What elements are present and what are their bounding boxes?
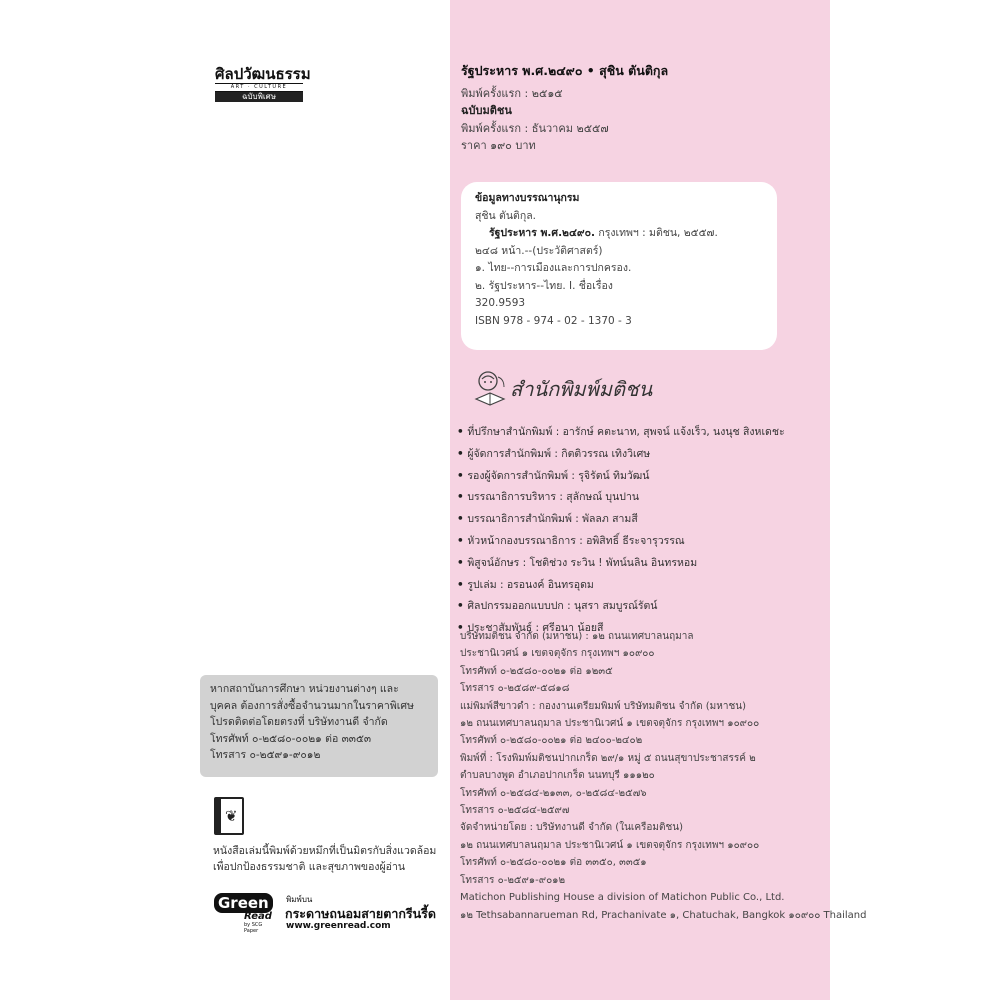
contact-line: โทรสาร ๐-๒๕๘๔-๒๕๙๗ xyxy=(460,805,570,817)
logo-sub-text: ART · CULTURE xyxy=(215,83,303,92)
bulk-order-notice xyxy=(200,675,438,777)
contact-line: ๑๒ ถนนเทศบาลนฤมาล ประชานิเวศน์ ๑ เขตจตุจักร กรุงเทพฯ ๑๐๙๐๐ xyxy=(460,839,760,851)
catalog-heading: ข้อมูลทางบรรณานุกรม xyxy=(475,192,580,204)
green-read-read: Read xyxy=(244,911,272,922)
contact-line: ๑๒ Tethsabannarueman Rd, Prachanivate ๑, Chatuchak, Bangkok ๑๐๙๐๐ Thailand xyxy=(460,909,867,921)
matichon-publisher-logo xyxy=(470,367,690,415)
eco-text-line: หนังสือเล่มนี้พิมพ์ด้วยหมึกที่เป็นมิตรกับสิ่งแวดล้อม xyxy=(213,845,437,857)
contact-line: โทรศัพท์ ๐-๒๕๘๐-๐๐๒๑ ต่อ ๓๓๕๐, ๓๓๕๑ xyxy=(460,857,647,869)
staff-item: • รูปเล่ม : อรอนงค์ อินทรอุดม xyxy=(457,578,594,591)
notice-line: บุคคล ต้องการสั่งซื้อจำนวนมากในราคาพิเศษ xyxy=(210,699,414,712)
logo-band-text: ฉบับพิเศษ xyxy=(215,92,303,102)
catalog-imprint: กรุงเทพฯ : มติชน, ๒๕๕๗. xyxy=(595,227,718,239)
book-info xyxy=(461,62,668,155)
catalog-pages: ๒๔๘ หน้า.--(ประวัติศาสตร์) xyxy=(475,244,603,257)
cataloging-data-box xyxy=(461,182,777,350)
staff-item: • ประชาสัมพันธ์ : ศรีอนา น้อยสี xyxy=(457,622,604,635)
staff-item: • บรรณาธิการบริหาร : สุลักษณ์ บุนปาน xyxy=(457,491,640,504)
contact-line: โทรสาร ๐-๒๕๘๙-๕๘๑๘ xyxy=(460,683,570,695)
staff-item: • บรรณาธิการสำนักพิมพ์ : พัลลภ สามสี xyxy=(457,513,638,526)
contact-line: โทรสาร ๐-๒๕๙๑-๙๐๑๒ xyxy=(460,874,566,886)
contact-line: พิมพ์ที่ : โรงพิมพ์มติชนปากเกร็ด ๒๙/๑ หมู่ ๕ ถนนสุขาประชาสรรค์ ๒ xyxy=(460,752,756,764)
contact-line: จัดจำหน่ายโดย : บริษัทงานดี จำกัด (ในเครือมติชน) xyxy=(460,822,684,834)
contact-line: แม่พิมพ์สีขาวดำ : กองงานเตรียมพิมพ์ บริษัทมติชน จำกัด (มหาชน) xyxy=(460,700,747,712)
contact-line: Matichon Publishing House a division of Matichon Public Co., Ltd. xyxy=(460,892,785,904)
notice-line: โทรศัพท์ ๐-๒๕๘๐-๐๐๒๑ ต่อ ๓๓๕๓ xyxy=(210,732,372,745)
eco-text-line: เพื่อปกป้องธรรมชาติ และสุขภาพของผู้อ่าน xyxy=(213,861,406,873)
book-title: รัฐประหาร พ.ศ.๒๔๙๐ • สุชิน ตันติกุล xyxy=(461,63,669,78)
staff-item: • ผู้จัดการสำนักพิมพ์ : กิตติวรรณ เทิงวิเศษ xyxy=(457,447,651,460)
staff-item: • ศิลปกรรมออกแบบปก : นุสรา สมบูรณ์รัตน์ xyxy=(457,600,658,613)
printed-on-label: พิมพ์บน xyxy=(286,895,313,904)
reading-figure-icon xyxy=(470,369,510,411)
staff-item: • รองผู้จัดการสำนักพิมพ์ : รุจิรัตน์ ทิมวัฒน์ xyxy=(457,469,650,482)
publisher-name: สำนักพิมพ์มติชน xyxy=(510,377,653,401)
price: ราคา ๑๙๐ บาท xyxy=(461,139,536,152)
logo-main-text: ศิลปวัฒนธรรม xyxy=(215,65,311,83)
contact-line: โทรศัพท์ ๐-๒๕๘๐-๐๐๒๑ ต่อ ๑๒๓๕ xyxy=(460,665,613,677)
eco-ink-statement xyxy=(213,843,436,875)
contact-line: ๑๒ ถนนเทศบาลนฤมาล ประชานิเวศน์ ๑ เขตจตุจักร กรุงเทพฯ ๑๐๙๐๐ xyxy=(460,718,760,730)
catalog-title-line xyxy=(475,225,763,243)
catalog-author: สุชิน ตันติกุล. xyxy=(475,209,536,222)
edition-name: ฉบับมติชน xyxy=(461,104,512,117)
staff-item: • พิสูจน์อักษร : โชติช่วง ระวิน ! พัทน์นลิน อินทรหอม xyxy=(457,556,698,569)
eco-book-icon: ❦ xyxy=(214,797,244,835)
contact-line: โทรศัพท์ ๐-๒๕๘๐-๐๐๒๑ ต่อ ๒๔๐๐-๒๔๐๒ xyxy=(460,735,643,747)
contact-line: บริษัทมติชน จำกัด (มหาชน) : ๑๒ ถนนเทศบาลนฤมาล xyxy=(460,631,694,642)
green-read-word: Green xyxy=(214,893,273,913)
edition-print: พิมพ์ครั้งแรก : ธันวาคม ๒๕๕๗ xyxy=(461,121,609,135)
catalog-isbn: ISBN 978 - 974 - 02 - 1370 - 3 xyxy=(475,314,632,327)
catalog-subject: ๑. ไทย--การเมืองและการปกครอง. xyxy=(475,262,632,274)
green-read-logo xyxy=(214,893,276,934)
notice-line: หากสถาบันการศึกษา หน่วยงานต่างๆ และ xyxy=(210,683,399,695)
contact-line: ตำบลบางพูด อำเภอปากเกร็ด นนทบุรี ๑๑๑๒๐ xyxy=(460,770,655,782)
notice-line: โทรสาร ๐-๒๕๙๑-๙๐๑๒ xyxy=(210,749,321,761)
paper-name: กระดาษถนอมสายตากรีนรี้ด xyxy=(285,906,437,921)
catalog-title: รัฐประหาร พ.ศ.๒๔๙๐. xyxy=(489,227,596,239)
first-print: พิมพ์ครั้งแรก : ๒๕๑๕ xyxy=(461,86,563,100)
contact-line: โทรศัพท์ ๐-๒๕๘๔-๒๑๓๓, ๐-๒๕๘๔-๒๕๗๖ xyxy=(460,787,647,799)
catalog-subject: ๒. รัฐประหาร--ไทย. I. ชื่อเรื่อง xyxy=(475,279,613,292)
paper-url: www.greenread.com xyxy=(286,921,391,931)
staff-list xyxy=(457,422,785,640)
contact-info xyxy=(460,628,867,924)
staff-item: • หัวหน้ากองบรรณาธิการ : อพิสิทธิ์ ธีระจารุวรรณ xyxy=(457,534,685,547)
silpawattanatham-logo xyxy=(215,65,311,102)
staff-item: • ที่ปรึกษาสำนักพิมพ์ : อารักษ์ คตะนาท, สุพจน์ แจ้งเร็ว, นงนุช สิงหเดชะ xyxy=(457,426,785,438)
notice-line: โปรดติดต่อโดยตรงที่ บริษัทงานดี จำกัด xyxy=(210,716,388,728)
catalog-class-number: 320.9593 xyxy=(475,297,526,309)
green-read-by: by SCG Paper xyxy=(244,922,263,934)
contact-line: ประชานิเวศน์ ๑ เขตจตุจักร กรุงเทพฯ ๑๐๙๐๐ xyxy=(460,648,655,660)
